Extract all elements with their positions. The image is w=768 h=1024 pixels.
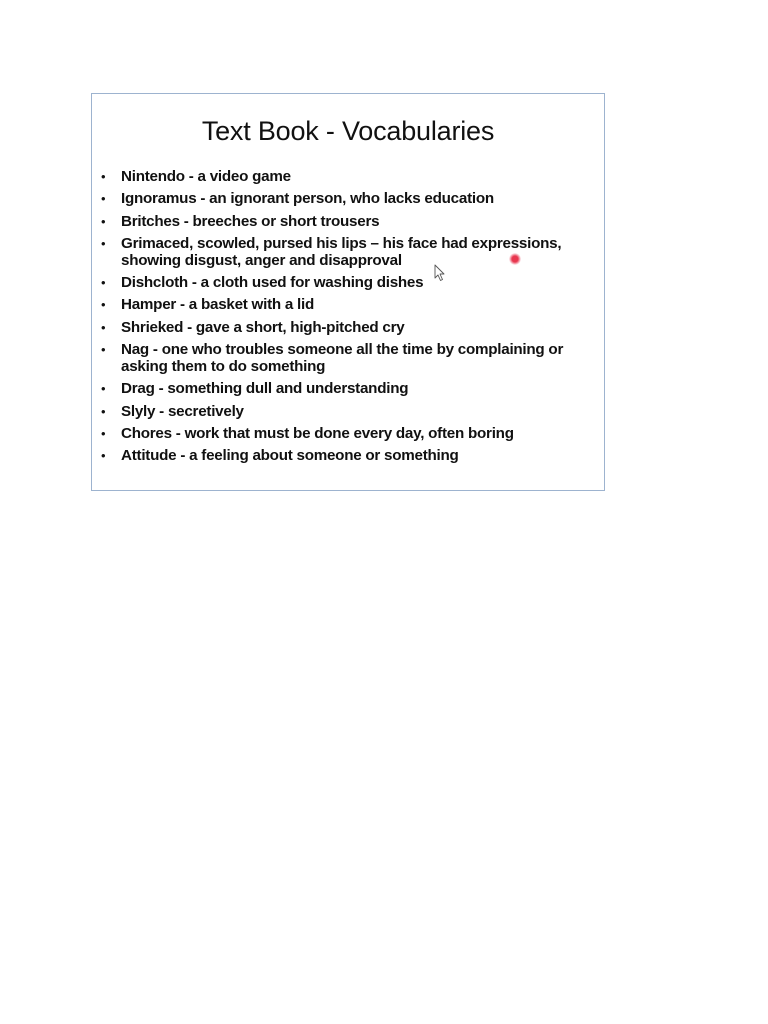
vocabulary-item (92, 341, 606, 375)
mouse-pointer-icon (434, 264, 446, 282)
vocabulary-text: Hamper - a basket with a lid (121, 296, 315, 314)
vocabulary-text: Nintendo - a video game (121, 168, 291, 185)
click-indicator-icon (509, 253, 521, 265)
vocabulary-item (92, 190, 606, 207)
bullet-icon: • (101, 275, 106, 291)
vocabulary-item (92, 296, 606, 313)
vocabulary-text: Dishcloth - a cloth used for washing dishes (121, 274, 424, 292)
vocabulary-list (92, 168, 606, 470)
vocabulary-item (92, 403, 606, 420)
vocabulary-slide (91, 93, 605, 491)
bullet-icon: • (101, 169, 106, 184)
vocabulary-item (92, 213, 606, 230)
vocabulary-item (92, 235, 606, 269)
vocabulary-text: Grimaced, scowled, pursed his lips – his face had expressions, showing disgust, anger and disapproval (121, 234, 562, 269)
vocabulary-text: Ignoramus - an ignorant person, who lacks education (121, 190, 494, 208)
vocabulary-item (92, 425, 606, 442)
bullet-icon: • (101, 191, 106, 207)
vocabulary-text: Shrieked - gave a short, high-pitched cry (121, 318, 405, 336)
vocabulary-item (92, 380, 606, 397)
bullet-icon: • (101, 297, 106, 313)
slide-title: Text Book - Vocabularies (201, 116, 495, 146)
bullet-icon: • (101, 425, 106, 441)
vocabulary-item (92, 319, 606, 336)
vocabulary-text: Attitude - a feeling about someone or something (121, 447, 459, 465)
bullet-icon: • (101, 381, 106, 397)
vocabulary-item (92, 274, 606, 291)
vocabulary-item (92, 168, 606, 185)
bullet-icon: • (101, 235, 106, 251)
bullet-icon: • (101, 213, 106, 229)
vocabulary-text: Drag - something dull and understanding (121, 380, 409, 398)
bullet-icon: • (101, 448, 106, 464)
vocabulary-text: Chores - work that must be done every day, often boring (121, 424, 514, 442)
bullet-icon: • (101, 342, 106, 358)
bullet-icon: • (101, 319, 106, 335)
bullet-icon: • (101, 403, 106, 419)
vocabulary-text: Nag - one who troubles someone all the time by complaining or asking them to do something (121, 341, 564, 376)
vocabulary-text: Slyly - secretively (121, 402, 244, 420)
vocabulary-text: Britches - breeches or short trousers (121, 212, 380, 230)
vocabulary-item (92, 447, 606, 464)
